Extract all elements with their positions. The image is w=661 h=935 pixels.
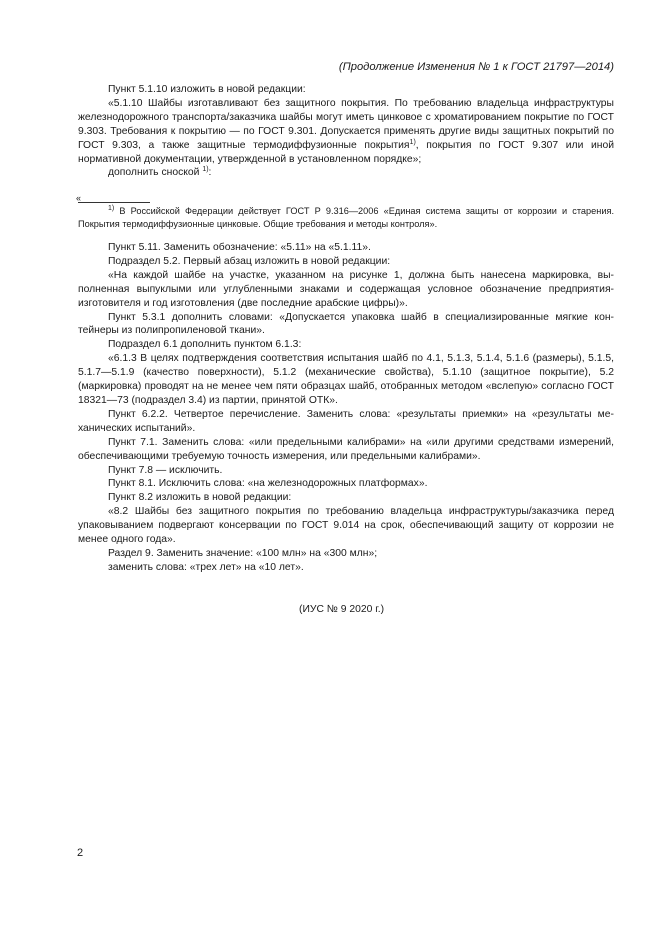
footnote-ref: 1) (409, 138, 416, 146)
paragraph-text: «5.1.10 Шайбы изготавливают без защитного покрытия. По требованию владельца инфраструктуры железнодорожного транспорта/заказчика шайбы могут иметь цинковое с хроматированием покрытие по ГОСТ 9.303. Требования к покрытию — по ГОСТ 9.301. Допускается применять другие виды защитных покрытий по ГОСТ 9.303, а также защитные термодиффузионные покрытия (78, 97, 614, 151)
continuation-header: (Продолжение Изменения № 1 к ГОСТ 21797—2014) (338, 61, 614, 73)
footnote-number: 1) (108, 205, 115, 212)
footnote-marker: « (76, 193, 82, 203)
paragraph: Пункт 5.1.10 изложить в новой редакции: (108, 84, 306, 95)
paragraph: Раздел 9. Заменить значение: «100 млн» на «300 млн»; (108, 547, 378, 559)
paragraph: Пункт 5.3.1 дополнить словами: «Допускается упаковка шайб в специализированные мягкие контейнеры из полипропиленовой ткани». (78, 311, 614, 337)
paragraph: Подраздел 5.2. Первый абзац изложить в новой редакции: (108, 255, 391, 267)
paragraph: Пункт 8.1. Исключить слова: «на железнодорожных платформах». (108, 478, 428, 490)
footnote (78, 205, 614, 231)
ius-reference: (ИУС № 9 2020 г.) (299, 604, 385, 615)
footnote-ref: 1) (202, 166, 209, 174)
paragraph: «На каждой шайбе на участке, указанном на рисунке 1, должна быть нанесена маркировка, выполненная выпуклыми или углубленными знаками и содержащая условное обозначение предприятия-изготовителя и год изготовления (две последние арабские цифры)». (78, 269, 614, 309)
footnote-divider (78, 202, 150, 203)
paragraph: Пункт 7.8 — исключить. (108, 464, 223, 476)
paragraph: заменить слова: «трех лет» на «10 лет». (108, 561, 304, 573)
paragraph: дополнить сноской $^{1)}$: (108, 166, 212, 179)
paragraph (78, 97, 614, 167)
footnote-text (78, 205, 614, 231)
paragraph: Пункт 8.2 изложить в новой редакции: (108, 492, 292, 504)
paragraph-text: дополнить сноской (108, 167, 200, 179)
amendment-text-top (78, 83, 614, 180)
paragraph: Пункт 5.11. Заменить обозначение: «5.11» на «5.1.11». (108, 242, 371, 253)
page-number: 2 (77, 847, 84, 859)
paragraph: «6.1.3 В целях подтверждения соответствия испытания шайб по 4.1, 5.1.3, 5.1.4, 5.1.6 (размеры), 5.1.5, 5.1.7—5.1.9 (качество поверхности), 5.1.2 (механические свойства), 5.1.10 (защитное покрытие), 5.2 (маркировка) проводят на не менее чем пяти образцах шайб, отобранных методом «вслепую» согласно ГОСТ 18321—73 (подраздел 3.4) из партии, принятой ОТК». (78, 353, 614, 406)
paragraph-text-tail: , покрытия по ГОСТ 9.307 или иной нормативной документации, утвержденной в установленном порядке»; (78, 139, 614, 165)
paragraph: Пункт 6.2.2. Четвертое перечисление. Заменить слова: «результаты приемки» на «результаты механических испытаний». (78, 408, 614, 434)
paragraph: «8.2 Шайбы без защитного покрытия по требованию владельца инфраструктуры/заказчика перед упаковыванием подвергают консервации по ГОСТ 9.014 на срок, обеспечивающий защиту от коррозии не менее одного года». (78, 506, 614, 546)
paragraph: Пункт 7.1. Заменить слова: «или предельными калибрами» на «или другими средствами измерений, обеспечивающими требуемую точность измерения, или предельными калибрами». (78, 436, 614, 462)
footnote-body: В Российской Федерации действует ГОСТ Р 9.316—2006 «Единая система защиты от коррозии и старения. Покрытия термодиффузионные цинковые. Общие требования и методы контроля». (78, 206, 614, 229)
paragraph: Подраздел 6.1 дополнить пунктом 6.1.3: (108, 339, 302, 351)
amendment-text-bottom (78, 241, 614, 575)
